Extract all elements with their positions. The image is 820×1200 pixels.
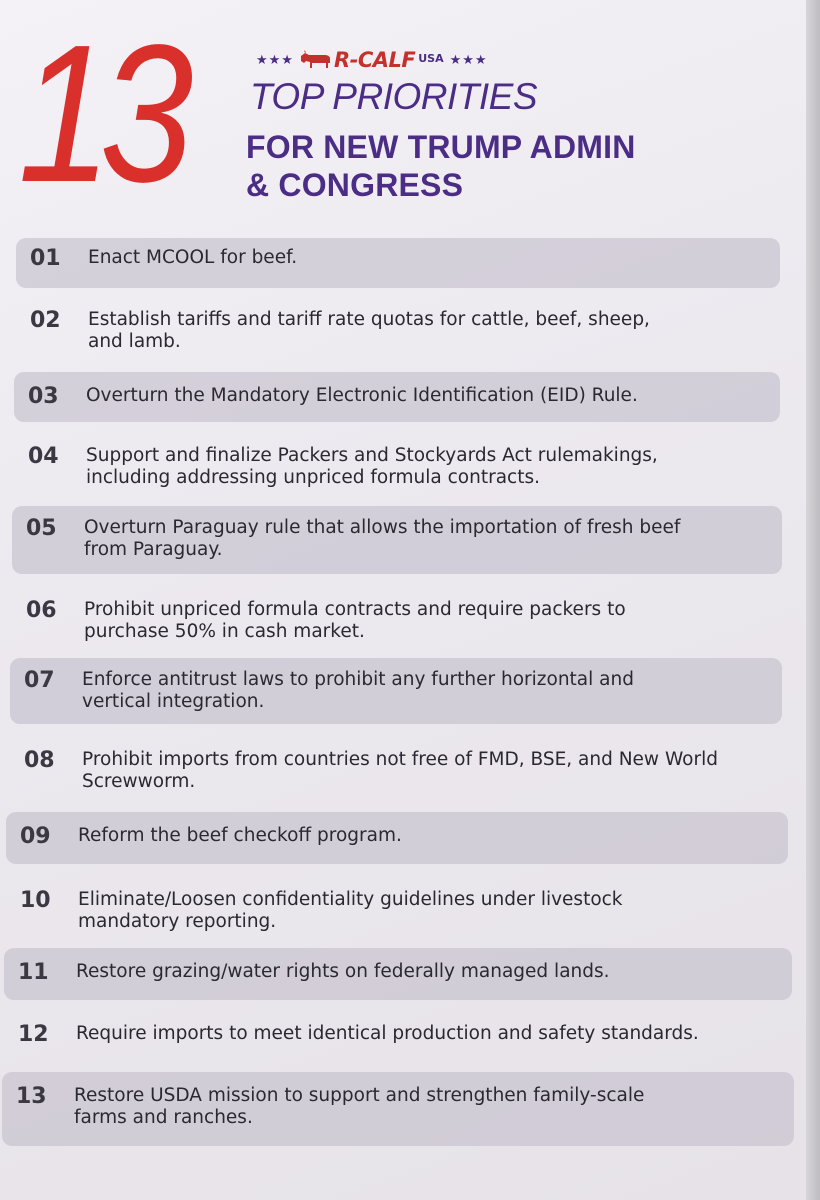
priority-number: 08 — [24, 748, 55, 773]
priority-number: 04 — [28, 444, 59, 469]
priority-item-02 — [16, 302, 780, 358]
priority-item-01 — [16, 238, 780, 288]
logo-brand: R-CALF — [333, 48, 416, 72]
priority-text: Reform the beef checkoff program. — [78, 825, 402, 846]
priority-item-03 — [14, 372, 780, 422]
priority-number: 03 — [28, 384, 59, 409]
headline-line-2: & CONGRESS — [246, 167, 464, 203]
priority-number: 02 — [30, 308, 61, 333]
priority-text: Overturn the Mandatory Electronic Identification (EID) Rule. — [86, 385, 638, 406]
priority-item-04 — [14, 438, 780, 494]
priority-text: Support and finalize Packers and Stockyards Act rulemakings, including addressing unpriced formula contracts. — [86, 445, 658, 488]
priority-number: 01 — [30, 246, 61, 271]
priority-item-12 — [4, 1016, 792, 1058]
logo-sub: USA — [418, 51, 444, 65]
priority-text: Enforce antitrust laws to prohibit any further horizontal and vertical integration. — [82, 669, 634, 712]
tagline: TOP PRIORITIES — [250, 76, 537, 117]
priority-item-08 — [10, 742, 782, 798]
priority-item-06 — [12, 592, 782, 648]
priority-number: 13 — [16, 1084, 47, 1109]
priority-item-07 — [10, 658, 782, 724]
priority-number: 09 — [20, 824, 51, 849]
priority-item-13 — [2, 1072, 794, 1146]
priority-text: Require imports to meet identical production and safety standards. — [76, 1023, 699, 1044]
logo-stars-left: ★★★ — [256, 52, 294, 68]
priority-number: 11 — [18, 960, 49, 985]
priority-text: Establish tariffs and tariff rate quotas for cattle, beef, sheep, and lamb. — [88, 309, 650, 352]
priority-text: Enact MCOOL for beef. — [88, 247, 298, 268]
priority-text: Overturn Paraguay rule that allows the importation of fresh beef from Paraguay. — [84, 517, 681, 560]
priority-item-10 — [6, 882, 788, 938]
priority-number: 10 — [20, 888, 51, 913]
priority-number: 12 — [18, 1022, 49, 1047]
priority-number: 05 — [26, 516, 57, 541]
priority-number: 07 — [24, 668, 55, 693]
priority-item-09 — [6, 812, 788, 864]
headline-line-1: FOR NEW TRUMP ADMIN — [246, 129, 636, 165]
priority-text: Restore USDA mission to support and strengthen family-scale farms and ranches. — [74, 1085, 645, 1128]
priority-text: Restore grazing/water rights on federally managed lands. — [76, 961, 610, 982]
priority-text: Eliminate/Loosen confidentiality guidelines under livestock mandatory reporting. — [78, 889, 623, 932]
priority-text: Prohibit imports from countries not free of FMD, BSE, and New World Screwworm. — [82, 749, 718, 792]
priority-item-05 — [12, 506, 782, 574]
priority-text: Prohibit unpriced formula contracts and require packers to purchase 50% in cash market. — [84, 599, 626, 642]
logo-stars-right: ★★★ — [449, 52, 488, 68]
priority-number: 06 — [26, 598, 57, 623]
priority-item-11 — [4, 948, 792, 1000]
priority-count: 13 — [18, 4, 182, 223]
